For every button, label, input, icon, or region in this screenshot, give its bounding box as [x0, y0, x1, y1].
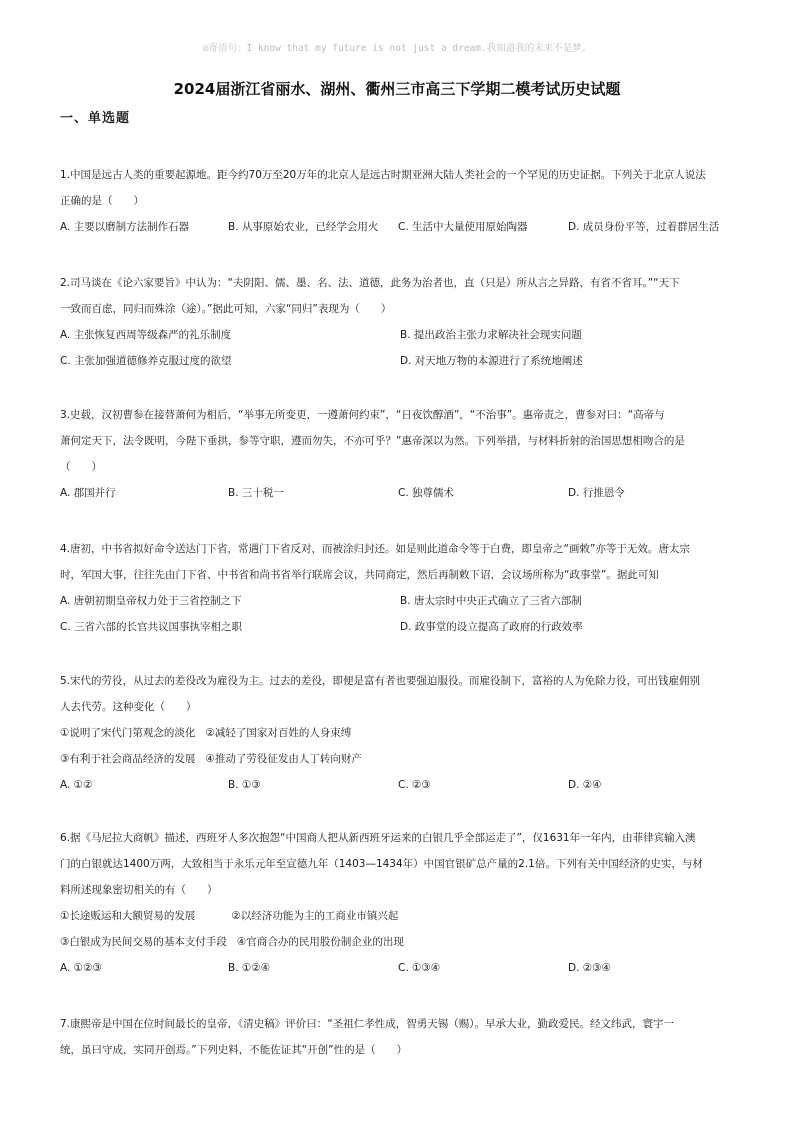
- question-stem-line: 料所述现象密切相关的有（ ）: [60, 884, 218, 896]
- option-b[interactable]: B. ①③: [228, 779, 261, 791]
- section-heading: 一、单选题: [60, 111, 131, 126]
- question-stem-line: 萧何定天下，法令既明，今陛下垂拱，参等守职，遵而勿失，不亦可乎？”惠帝深以为然。下列举措，与材料折射的治国思想相吻合的是: [60, 435, 685, 447]
- option-b[interactable]: B. 提出政治主张力求解决社会现实问题: [400, 329, 582, 341]
- question-stem-line: 时，军国大事，往往先由门下省、中书省和尚书省举行联席会议，共同商定，然后再制敕下诏，会议场所称为“政事堂”。据此可知: [60, 569, 659, 581]
- option-b[interactable]: B. ①②④: [228, 962, 271, 974]
- statement-row: [60, 746, 740, 772]
- question-7: [60, 1011, 740, 1063]
- options-row: [60, 772, 740, 798]
- option-c[interactable]: C. 主张加强道德修养克服过度的欲望: [60, 355, 232, 367]
- question-stem-line: 人去代劳。这种变化（ ）: [60, 701, 197, 713]
- option-c[interactable]: C. 独尊儒术: [398, 487, 455, 499]
- question-stem-line: 2.司马谈在《论六家要旨》中认为：“夫阴阳、儒、墨、名、法、道德，此务为治者也，直（只是）所从言之异路，有省不省耳。”“天下: [60, 277, 680, 289]
- statement-2: ②以经济功能为主的工商业市镇兴起: [231, 910, 399, 922]
- question-2: [60, 270, 740, 374]
- statement-row: [60, 720, 740, 746]
- question-stem-line: 5.宋代的劳役，从过去的差役改为雇役为主。过去的差役，即便是富有者也要强迫服役。而雇役制下，富裕的人为免除力役，可出钱雇佣别: [60, 675, 701, 687]
- question-5: [60, 668, 740, 798]
- question-stem-line: 7.康熙帝是中国在位时间最长的皇帝，《清史稿》评价曰：“圣祖仁孝性成，智勇天锡（赐）。早承大业，勤政爱民。经文纬武，寰宇一: [60, 1018, 674, 1030]
- option-b[interactable]: B. 唐太宗时中央正式确立了三省六部制: [400, 595, 582, 607]
- statement-2: ②减轻了国家对百姓的人身束缚: [205, 727, 352, 739]
- option-d[interactable]: D. 政事堂的设立提高了政府的行政效率: [400, 621, 583, 633]
- question-stem-line: （ ）: [60, 461, 102, 473]
- question-stem-line: 统，虽曰守成，实同开创焉。”下列史料，不能佐证其“开创”性的是（ ）: [60, 1044, 408, 1056]
- option-d[interactable]: D. 成员身份平等，过着群居生活: [568, 221, 720, 233]
- statement-4: ④推动了劳役征发由人丁转向财产: [205, 753, 362, 765]
- question-stem-line: 6.据《马尼拉大商帆》描述，西班牙人多次抱怨“中国商人把从新西班牙运来的白银几乎全部运走了”，仅1631年一年内，由菲律宾输入澳: [60, 832, 696, 844]
- statement-row: [60, 929, 740, 955]
- option-d[interactable]: D. 行推恩令: [568, 487, 625, 499]
- page-header-watermark: ◎寄语句：I know that my future is not just a dream.我知道我的未来不是梦。: [202, 43, 592, 54]
- options-row: [60, 480, 740, 506]
- statement-3: ③白银成为民间交易的基本支付手段: [60, 936, 227, 948]
- option-c[interactable]: C. ①③④: [398, 962, 441, 974]
- question-6: [60, 825, 740, 981]
- option-d[interactable]: D. 对天地万物的本源进行了系统地阐述: [400, 355, 583, 367]
- option-a[interactable]: A. 郡国并行: [60, 487, 116, 499]
- question-stem-line: 正确的是（ ）: [60, 195, 144, 207]
- question-3: [60, 402, 740, 506]
- option-a[interactable]: A. 唐朝初期皇帝权力处于三省控制之下: [60, 595, 242, 607]
- option-d[interactable]: D. ②③④: [568, 962, 611, 974]
- option-a[interactable]: A. ①②③: [60, 962, 102, 974]
- question-1: [60, 162, 740, 240]
- question-4: [60, 536, 740, 640]
- option-b[interactable]: B. 三十税一: [228, 487, 284, 499]
- option-c[interactable]: C. ②③: [398, 779, 431, 791]
- statement-3: ③有利于社会商品经济的发展: [60, 753, 196, 765]
- option-b[interactable]: B. 从事原始农业，已经学会用火: [228, 221, 379, 233]
- option-a[interactable]: A. ①②: [60, 779, 93, 791]
- question-stem-line: 3.史载，汉初曹参在接替萧何为相后，“举事无所变更，一遵萧何约束”，“日夜饮醇酒”，“不治事”。惠帝责之，曹参对曰：“高帝与: [60, 409, 665, 421]
- statement-1: ①说明了宋代门第观念的淡化: [60, 727, 196, 739]
- options-row: [60, 955, 740, 981]
- question-stem-line: 4.唐初，中书省拟好命令送达门下省，常遇门下省反对，而被涂归封还。如是则此道命令等于白费，即皇帝之“画敕”亦等于无效。唐太宗: [60, 543, 690, 555]
- options-row: [60, 588, 740, 614]
- statement-row: [60, 903, 740, 929]
- question-stem-line: 1.中国是远古人类的重要起源地。距今约70万至20万年的北京人是远古时期亚洲大陆人类社会的一个罕见的历史证据。下列关于北京人说法: [60, 169, 706, 181]
- question-stem-line: 门的白银就达1400万两，大致相当于永乐元年至宣德九年（1403—1434年）中国官银矿总产量的2.1倍。下列有关中国经济的史实，与材: [60, 858, 703, 870]
- option-d[interactable]: D. ②④: [568, 779, 602, 791]
- option-a[interactable]: A. 主张恢复西周等级森严的礼乐制度: [60, 329, 232, 341]
- question-stem-line: 一致而百虑，同归而殊涂（途）。”据此可知，六家“同归”表现为（ ）: [60, 303, 392, 315]
- options-row: [60, 614, 740, 640]
- option-a[interactable]: A. 主要以磨制方法制作石器: [60, 221, 190, 233]
- option-c[interactable]: C. 三省六部的长官共议国事执宰相之职: [60, 621, 243, 633]
- options-row: [60, 214, 740, 240]
- exam-title: 2024届浙江省丽水、湖州、衢州三市高三下学期二模考试历史试题: [173, 80, 621, 98]
- statement-4: ④官商合办的民用股份制企业的出现: [236, 936, 404, 948]
- options-row: [60, 348, 740, 374]
- option-c[interactable]: C. 生活中大量使用原始陶器: [398, 221, 528, 233]
- options-row: [60, 322, 740, 348]
- statement-1: ①长途贩运和大额贸易的发展: [60, 910, 196, 922]
